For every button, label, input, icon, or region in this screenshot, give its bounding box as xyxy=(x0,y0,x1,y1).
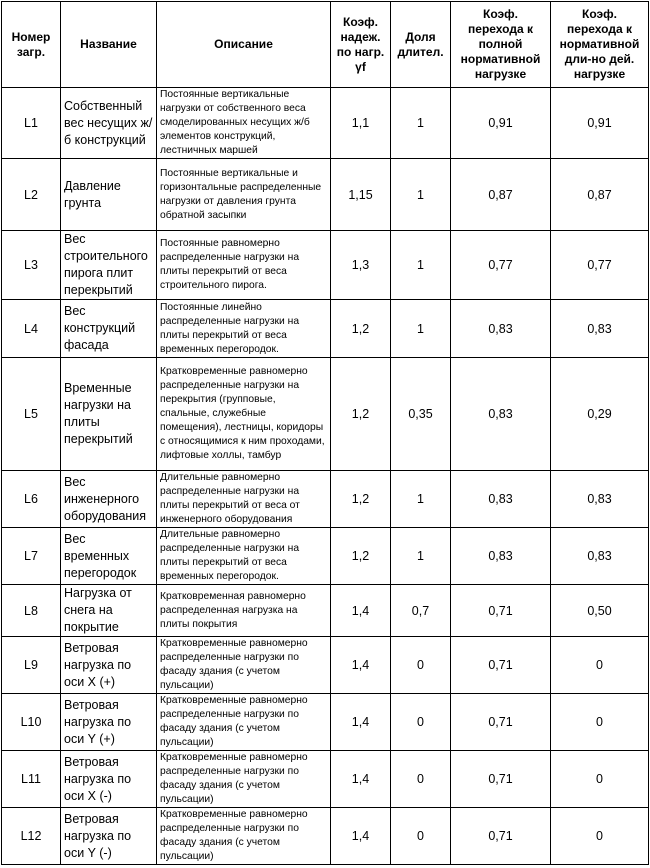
header-description: Описание xyxy=(157,2,331,88)
row-long-share: 1 xyxy=(391,88,451,159)
row-description: Кратковременные равномерно распределенные нагрузки по фасаду здания (с учетом пульсации) xyxy=(157,751,331,808)
row-coef-reliability: 1,4 xyxy=(331,637,391,694)
row-name: Временные нагрузки на плиты перекрытий xyxy=(61,358,157,471)
row-long-share: 0 xyxy=(391,637,451,694)
row-long-share: 1 xyxy=(391,471,451,528)
row-coef-reliability: 1,15 xyxy=(331,159,391,231)
row-coef-full: 0,71 xyxy=(451,637,551,694)
row-description: Кратковременные равномерно распределенные нагрузки по фасаду здания (с учетом пульсации) xyxy=(157,808,331,865)
row-coef-long: 0 xyxy=(551,751,649,808)
header-coef-full: Коэф. перехода к полной нормативной нагрузке xyxy=(451,2,551,88)
table-row xyxy=(2,694,649,751)
row-long-share: 1 xyxy=(391,159,451,231)
header-long-share: Доля длител. xyxy=(391,2,451,88)
header-coef-reliability xyxy=(331,2,391,88)
row-number: L1 xyxy=(2,88,61,159)
table-row xyxy=(2,637,649,694)
row-description: Постоянные вертикальные нагрузки от собственного веса смоделированных несущих ж/б элементов конструкций, лестничных маршей xyxy=(157,88,331,159)
table-row xyxy=(2,88,649,159)
row-long-share: 1 xyxy=(391,528,451,585)
row-coef-reliability: 1,3 xyxy=(331,231,391,300)
row-coef-full: 0,87 xyxy=(451,159,551,231)
row-coef-full: 0,91 xyxy=(451,88,551,159)
row-name: Вес инженерного оборудования xyxy=(61,471,157,528)
row-long-share: 1 xyxy=(391,300,451,358)
row-description: Длительные равномерно распределенные нагрузки на плиты перекрытий от веса временных перегородок. xyxy=(157,528,331,585)
row-coef-full: 0,83 xyxy=(451,528,551,585)
table-row xyxy=(2,159,649,231)
row-coef-long: 0,91 xyxy=(551,88,649,159)
table-row xyxy=(2,751,649,808)
row-name: Ветровая нагрузка по оси X (-) xyxy=(61,751,157,808)
row-name: Вес временных перегородок xyxy=(61,528,157,585)
row-coef-reliability: 1,4 xyxy=(331,694,391,751)
row-name: Вес конструкций фасада xyxy=(61,300,157,358)
row-name: Нагрузка от снега на покрытие xyxy=(61,585,157,637)
row-coef-reliability: 1,4 xyxy=(331,751,391,808)
row-long-share: 0 xyxy=(391,694,451,751)
row-coef-long: 0,77 xyxy=(551,231,649,300)
table-row xyxy=(2,358,649,471)
row-description: Постоянные вертикальные и горизонтальные распределенные нагрузки от давления грунта обратной засыпки xyxy=(157,159,331,231)
header-row xyxy=(2,2,649,88)
row-description: Постоянные линейно распределенные нагрузки на плиты перекрытий от веса временных перегородок. xyxy=(157,300,331,358)
row-number: L9 xyxy=(2,637,61,694)
row-coef-full: 0,71 xyxy=(451,694,551,751)
row-coef-long: 0 xyxy=(551,694,649,751)
row-coef-reliability: 1,2 xyxy=(331,528,391,585)
row-number: L11 xyxy=(2,751,61,808)
row-description: Кратковременные равномерно распределенные нагрузки на перекрытия (групповые, спальные, служебные помещения), лестницы, коридоры с относящимися к ним проходами, лифтовые холлы, тамбур xyxy=(157,358,331,471)
row-coef-full: 0,71 xyxy=(451,751,551,808)
row-coef-reliability: 1,4 xyxy=(331,585,391,637)
table-row xyxy=(2,471,649,528)
row-coef-long: 0 xyxy=(551,637,649,694)
header-coef-reliability-text: Коэф. надеж. по нагр. γf xyxy=(336,14,385,74)
row-coef-full: 0,83 xyxy=(451,358,551,471)
row-name: Давление грунта xyxy=(61,159,157,231)
row-coef-full: 0,83 xyxy=(451,471,551,528)
row-name: Ветровая нагрузка по оси Y (+) xyxy=(61,694,157,751)
header-number: Номер загр. xyxy=(2,2,61,88)
row-coef-full: 0,71 xyxy=(451,808,551,865)
row-number: L3 xyxy=(2,231,61,300)
row-description: Кратковременные равномерно распределенные нагрузки по фасаду здания (с учетом пульсации) xyxy=(157,637,331,694)
table-row xyxy=(2,585,649,637)
row-name: Ветровая нагрузка по оси X (+) xyxy=(61,637,157,694)
row-long-share: 0 xyxy=(391,808,451,865)
row-coef-long: 0,87 xyxy=(551,159,649,231)
table-row xyxy=(2,300,649,358)
row-long-share: 1 xyxy=(391,231,451,300)
row-coef-reliability: 1,2 xyxy=(331,471,391,528)
row-coef-long: 0,83 xyxy=(551,528,649,585)
row-description: Постоянные равномерно распределенные нагрузки на плиты перекрытий от веса строительного пирога. xyxy=(157,231,331,300)
row-long-share: 0,7 xyxy=(391,585,451,637)
row-description: Кратковременные равномерно распределенные нагрузки по фасаду здания (с учетом пульсации) xyxy=(157,694,331,751)
loads-table xyxy=(1,1,649,865)
row-number: L7 xyxy=(2,528,61,585)
row-number: L8 xyxy=(2,585,61,637)
header-coef-long: Коэф. перехода к нормативной дли-но дей. нагрузке xyxy=(551,2,649,88)
row-number: L2 xyxy=(2,159,61,231)
header-name: Название xyxy=(61,2,157,88)
row-coef-long: 0,83 xyxy=(551,471,649,528)
row-coef-long: 0,83 xyxy=(551,300,649,358)
row-name: Вес строительного пирога плит перекрытий xyxy=(61,231,157,300)
row-number: L12 xyxy=(2,808,61,865)
row-coef-long: 0 xyxy=(551,808,649,865)
row-coef-full: 0,71 xyxy=(451,585,551,637)
table-row xyxy=(2,528,649,585)
row-name: Ветровая нагрузка по оси Y (-) xyxy=(61,808,157,865)
row-long-share: 0 xyxy=(391,751,451,808)
table-row xyxy=(2,231,649,300)
row-number: L4 xyxy=(2,300,61,358)
row-coef-long: 0,50 xyxy=(551,585,649,637)
row-number: L5 xyxy=(2,358,61,471)
row-coef-long: 0,29 xyxy=(551,358,649,471)
row-coef-reliability: 1,2 xyxy=(331,300,391,358)
row-name: Собственный вес несущих ж/б конструкций xyxy=(61,88,157,159)
table-row xyxy=(2,808,649,865)
row-coef-full: 0,83 xyxy=(451,300,551,358)
row-coef-reliability: 1,2 xyxy=(331,358,391,471)
row-coef-reliability: 1,1 xyxy=(331,88,391,159)
row-long-share: 0,35 xyxy=(391,358,451,471)
row-coef-reliability: 1,4 xyxy=(331,808,391,865)
row-number: L6 xyxy=(2,471,61,528)
row-description: Длительные равномерно распределенные нагрузки на плиты перекрытий от веса от инженерного оборудования xyxy=(157,471,331,528)
row-description: Кратковременная равномерно распределенная нагрузка на плиты покрытия xyxy=(157,585,331,637)
row-number: L10 xyxy=(2,694,61,751)
row-coef-full: 0,77 xyxy=(451,231,551,300)
